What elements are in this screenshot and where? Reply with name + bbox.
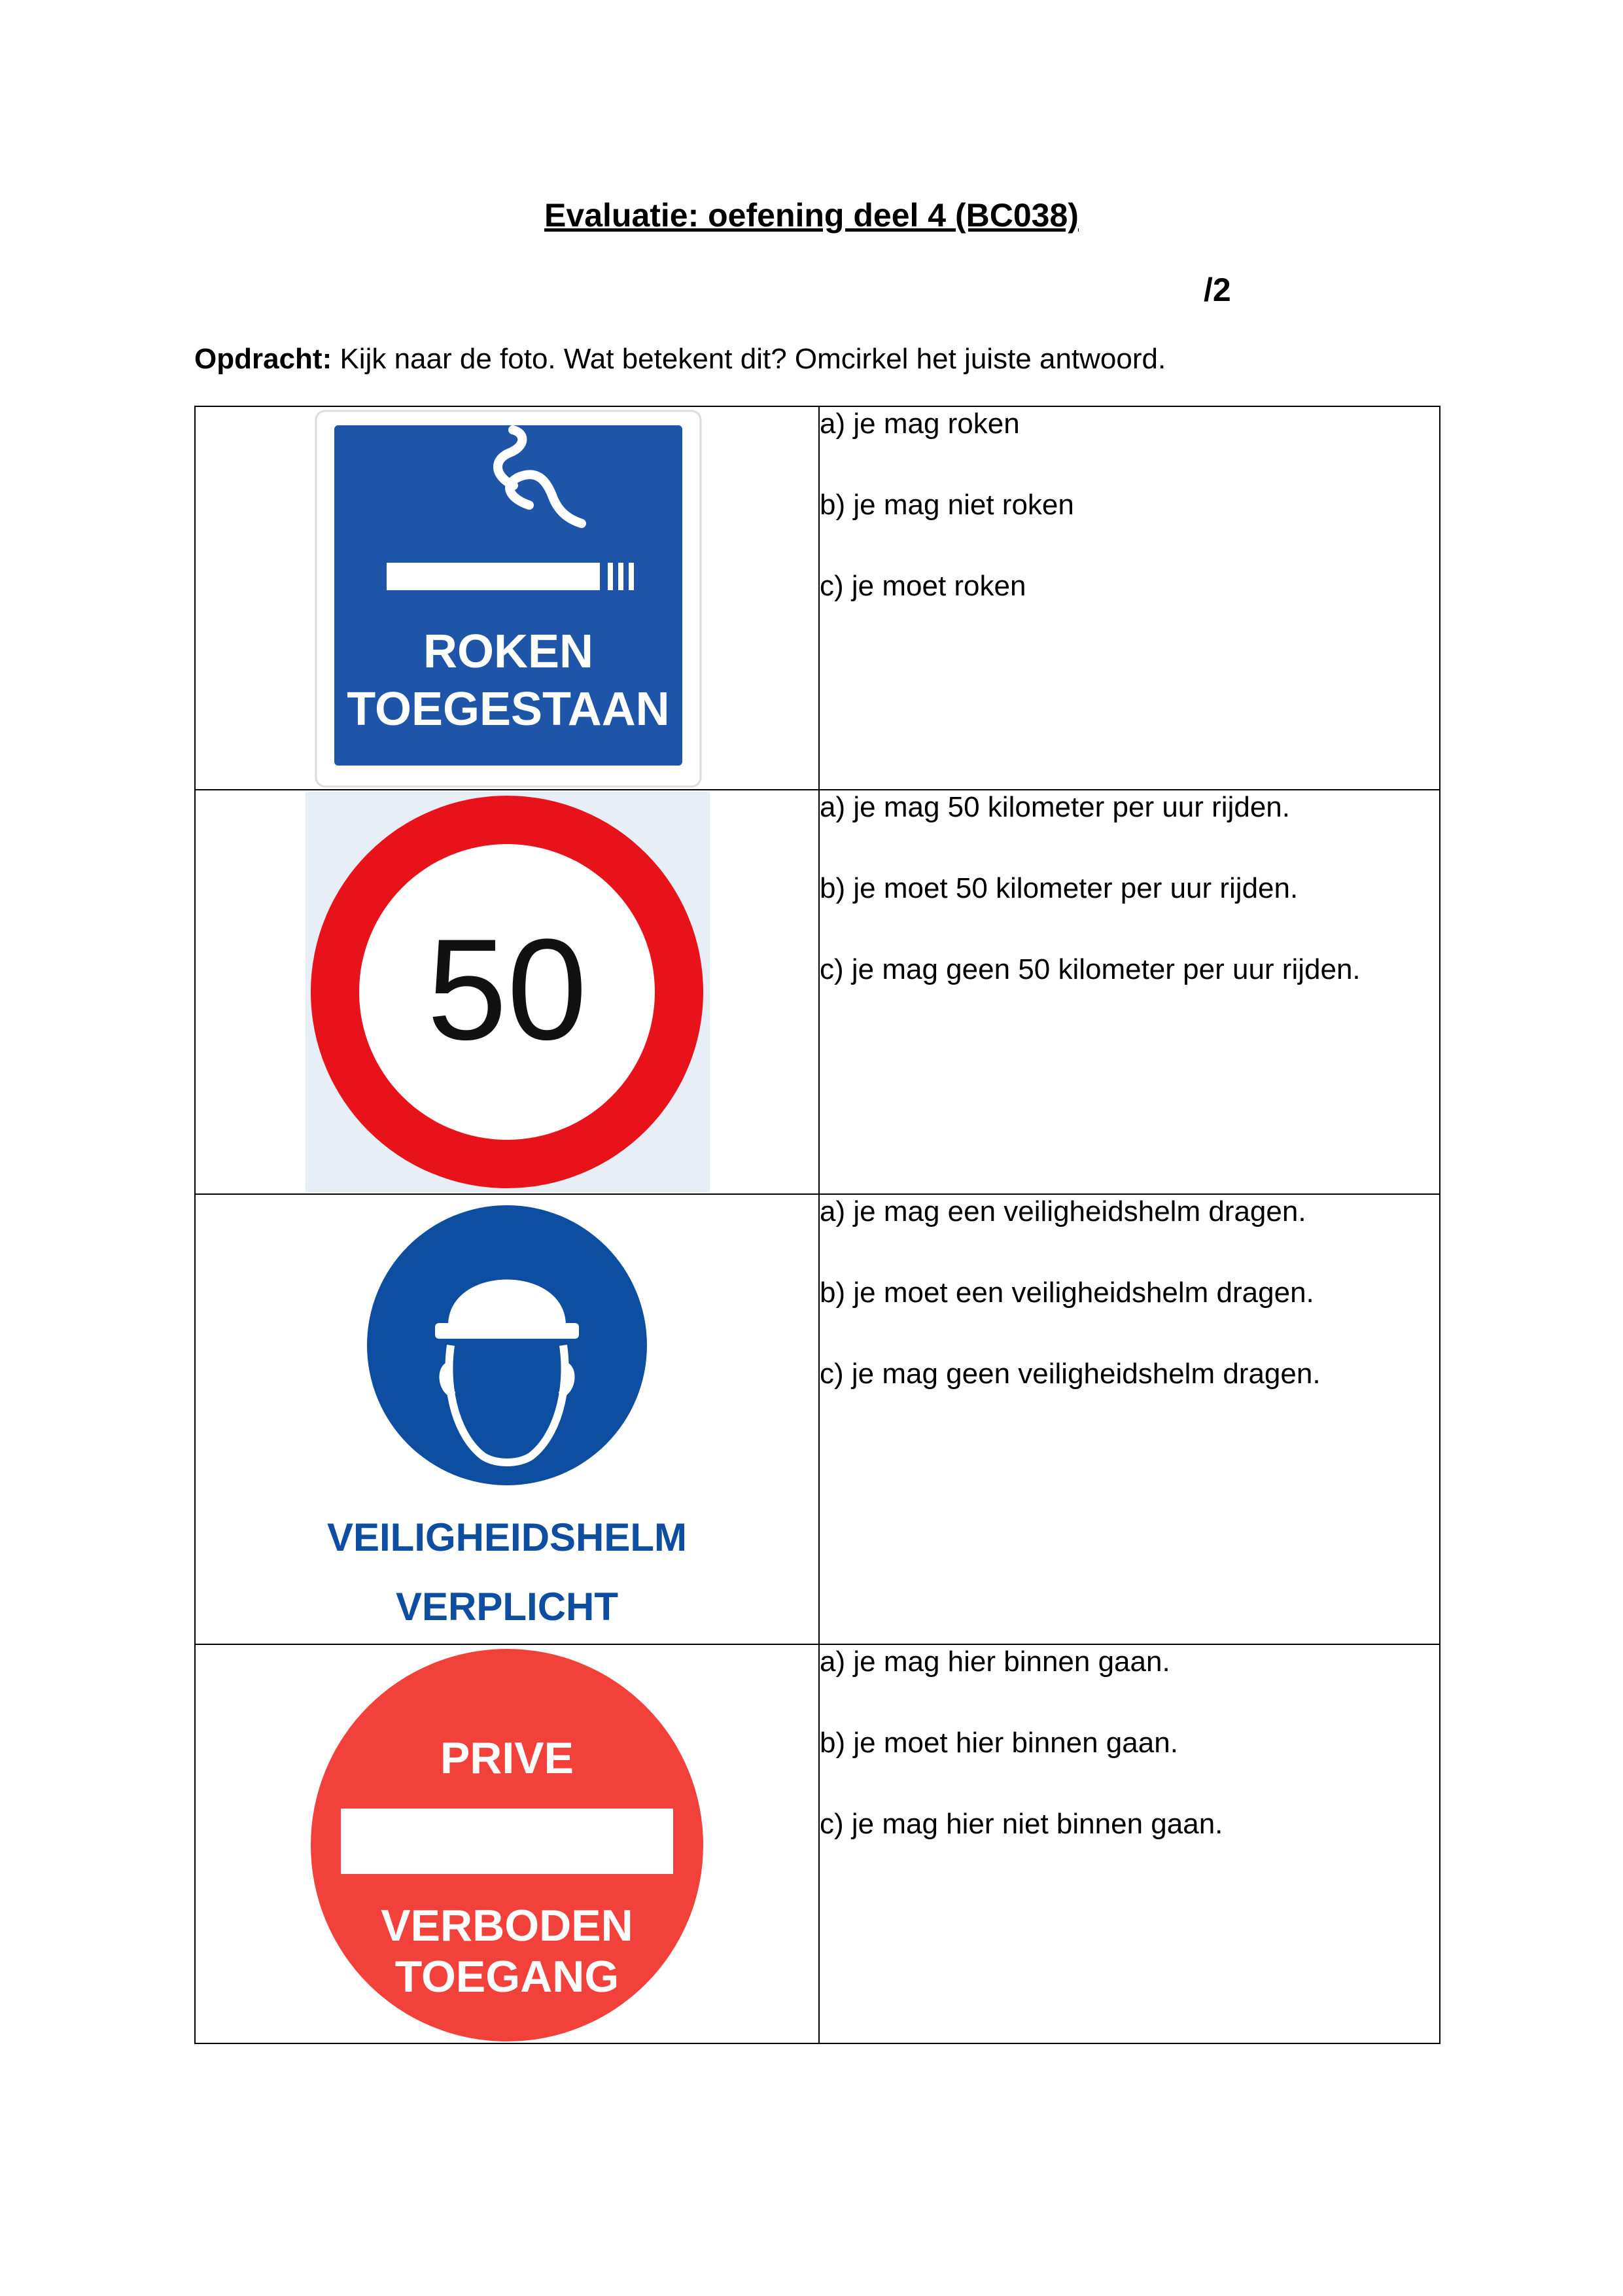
speed-limit-sign	[196, 790, 818, 1193]
answers-cell-3	[819, 1194, 1440, 1644]
answers-cell-4	[819, 1644, 1440, 2043]
question-row-3	[195, 1194, 1440, 1644]
sign-text-line1: VERBODEN	[381, 1901, 633, 1951]
question-row-4	[195, 1644, 1440, 2043]
score-label: /2	[1204, 272, 1231, 308]
sign-cell-2	[195, 790, 819, 1194]
answers-cell-2	[819, 790, 1440, 1194]
smoking-allowed-sign	[196, 407, 818, 789]
helmet-required-sign	[196, 1195, 818, 1644]
answer-option-c[interactable]: c) je mag geen veiligheidshelm dragen.	[820, 1358, 1321, 1390]
question-row-1	[195, 406, 1440, 790]
answer-option-b[interactable]: b) je mag niet roken	[820, 489, 1074, 521]
instruction	[194, 343, 1166, 376]
answer-option-b[interactable]: b) je moet 50 kilometer per uur rijden.	[820, 872, 1299, 904]
answer-option-c[interactable]: c) je moet roken	[820, 570, 1026, 602]
sign-cell-3	[195, 1194, 819, 1644]
sign-text-top: PRIVE	[440, 1733, 574, 1783]
question-row-2	[195, 790, 1440, 1194]
answer-option-a[interactable]: a) je mag 50 kilometer per uur rijden.	[820, 791, 1290, 823]
sign-blue-disc	[367, 1205, 647, 1485]
page-title: Evaluatie: oefening deel 4 (BC038)	[544, 197, 1079, 234]
answer-option-b[interactable]: b) je moet hier binnen gaan.	[820, 1727, 1178, 1759]
answers-cell-1	[819, 406, 1440, 790]
sign-text-line2: TOEGANG	[394, 1952, 620, 2002]
speed-limit-number: 50	[427, 909, 587, 1070]
sign-text-line2: VERPLICHT	[395, 1585, 619, 1629]
instruction-text: Kijk naar de foto. Wat betekent dit? Omcirkel het juiste antwoord.	[332, 343, 1166, 375]
no-entry-icon	[341, 1809, 673, 1874]
sign-cell-4	[195, 1644, 819, 2043]
private-no-entry-sign	[196, 1645, 818, 2043]
sign-cell-1	[195, 406, 819, 790]
answer-option-a[interactable]: a) je mag hier binnen gaan.	[820, 1646, 1170, 1678]
sign-text-line1: VEILIGHEIDSHELM	[326, 1515, 688, 1559]
answer-option-a[interactable]: a) je mag een veiligheidshelm dragen.	[820, 1195, 1306, 1227]
instruction-label: Opdracht:	[194, 343, 332, 375]
quiz-table	[194, 406, 1440, 2044]
sign-text-line1: ROKEN	[423, 626, 594, 678]
answer-option-c[interactable]: c) je mag geen 50 kilometer per uur rijden.	[820, 953, 1361, 985]
answer-option-c[interactable]: c) je mag hier niet binnen gaan.	[820, 1808, 1223, 1840]
sign-text-line2: TOEGESTAAN	[347, 683, 670, 735]
answer-option-a[interactable]: a) je mag roken	[820, 408, 1020, 440]
answer-option-b[interactable]: b) je moet een veiligheidshelm dragen.	[820, 1277, 1314, 1309]
